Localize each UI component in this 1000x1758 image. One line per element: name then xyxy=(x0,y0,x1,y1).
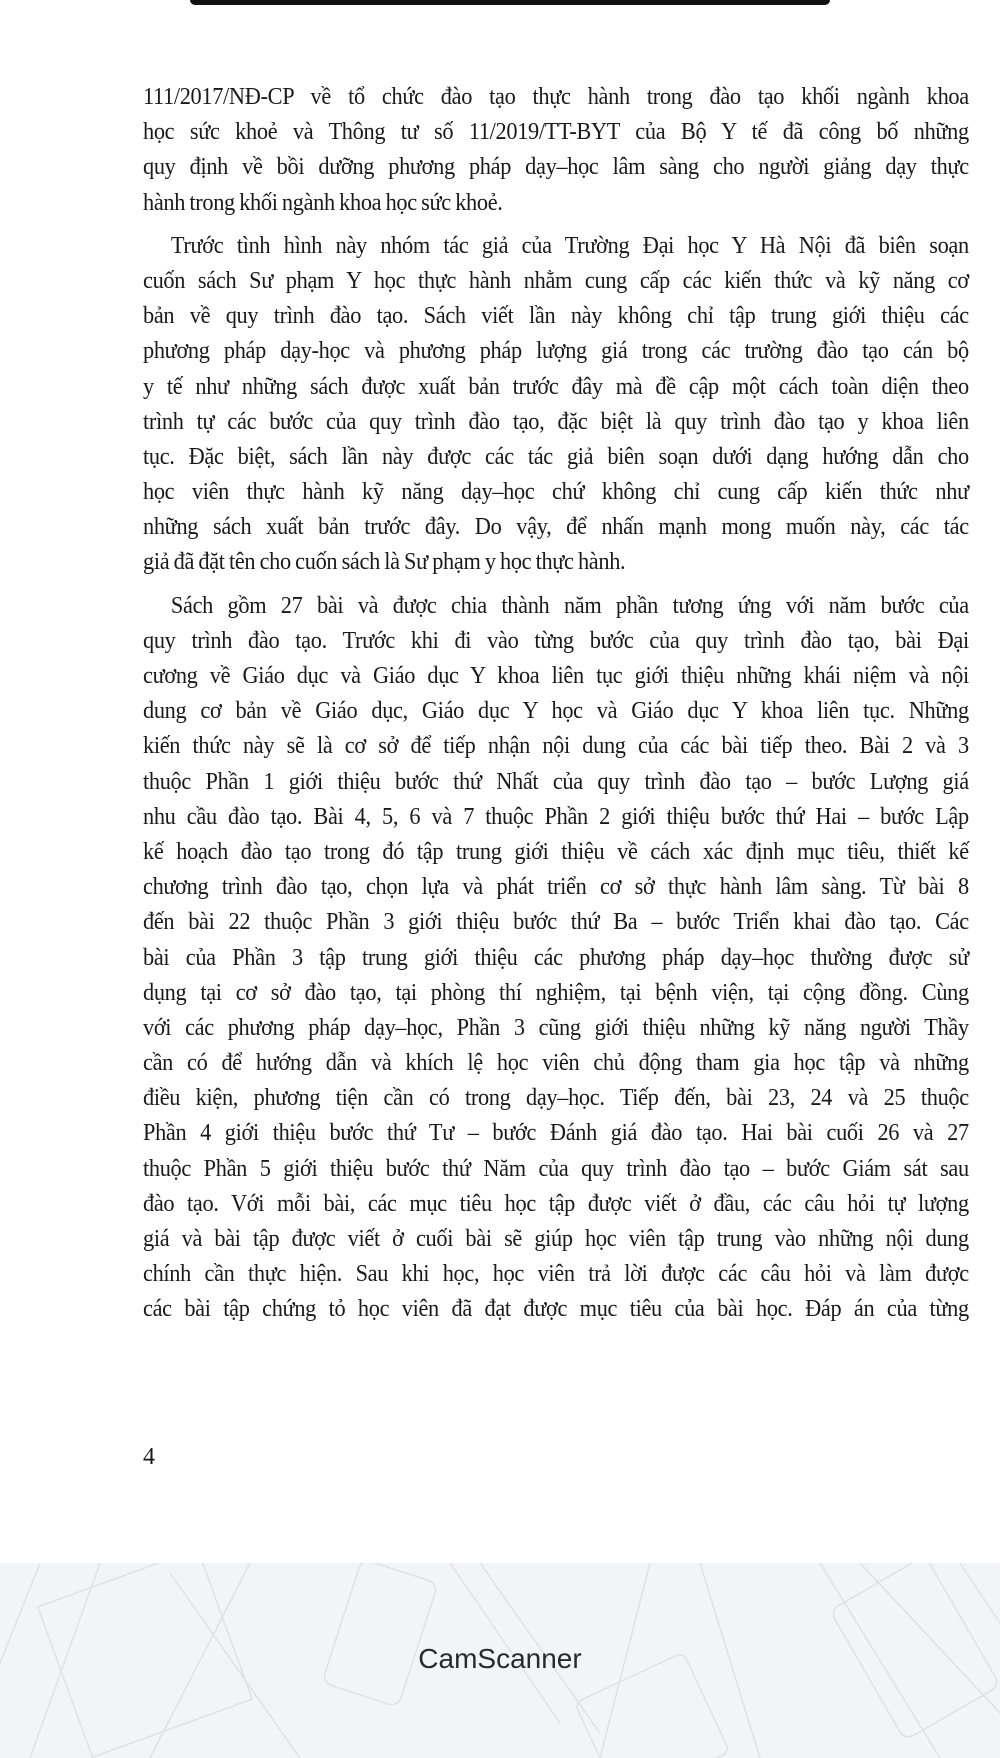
text-line: hành trong khối ngành khoa học sức khoẻ. xyxy=(143,189,503,216)
camscanner-logo-text: CamScanner xyxy=(418,1643,582,1674)
text-line: học viên thực hành kỹ năng dạy–học chứ không chỉ cung cấp kiến thức như xyxy=(143,479,969,506)
text-line: bản về quy trình đào tạo. Sách viết lần này không chỉ tập trung giới thiệu các xyxy=(143,303,969,330)
text-line: điều kiện, phương tiện cần có trong dạy–học. Tiếp đến, bài 23, 24 và 25 thuộc xyxy=(143,1085,969,1112)
paragraph xyxy=(143,229,969,581)
text-line: 111/2017/NĐ-CP về tổ chức đào tạo thực hành trong đào tạo khối ngành khoa xyxy=(143,84,969,110)
text-line: dụng tại cơ sở đào tạo, tại phòng thí nghiệm, tại bệnh viện, tại cộng đồng. Cùng xyxy=(143,979,969,1006)
text-line: nhu cầu đào tạo. Bài 4, 5, 6 và 7 thuộc Phần 2 giới thiệu bước thứ Hai – bước Lập xyxy=(143,803,969,830)
page-number: 4 xyxy=(143,1444,155,1470)
text-line: Phần 4 giới thiệu bước thứ Tư – bước Đánh giá đào tạo. Hai bài cuối 26 và 27 xyxy=(143,1120,969,1147)
paragraph xyxy=(143,80,969,221)
text-line: dung cơ bản về Giáo dục, Giáo dục Y học và Giáo dục Y khoa liên tục. Những xyxy=(143,698,969,725)
text-line: cương về Giáo dục và Giáo dục Y khoa liên tục giới thiệu những khái niệm và nội xyxy=(143,663,969,689)
text-line: học sức khoẻ và Thông tư số 11/2019/TT-BYT của Bộ Y tế đã công bố những xyxy=(143,119,969,146)
scan-top-edge xyxy=(190,0,830,5)
text-line: bài của Phần 3 tập trung giới thiệu các phương pháp dạy–học thường được sử xyxy=(143,944,969,971)
text-line: trình tự các bước của quy trình đào tạo, đặc biệt là quy trình đào tạo y khoa liên xyxy=(143,408,969,435)
text-line: đến bài 22 thuộc Phần 3 giới thiệu bước thứ Ba – bước Triển khai đào tạo. Các xyxy=(143,909,969,936)
text-line: quy trình đào tạo. Trước khi đi vào từng bước của quy trình đào tạo, bài Đại xyxy=(143,627,969,654)
text-line: Sách gồm 27 bài và được chia thành năm phần tương ứng với năm bước của xyxy=(170,592,969,619)
text-line: cuốn sách Sư phạm Y học thực hành nhằm cung cấp các kiến thức và kỹ năng cơ xyxy=(143,267,969,294)
text-line: giả đã đặt tên cho cuốn sách là Sư phạm y học thực hành. xyxy=(143,549,626,576)
text-line: cần có để hướng dẫn và khích lệ học viên chủ động tham gia học tập và những xyxy=(143,1050,969,1077)
text-line: chương trình đào tạo, chọn lựa và phát triển cơ sở thực hành lâm sàng. Từ bài 8 xyxy=(143,874,969,901)
text-line: các bài tập chứng tỏ học viên đã đạt được mục tiêu của bài học. Đáp án của từng xyxy=(143,1296,969,1323)
text-line: kế hoạch đào tạo trong đó tập trung giới thiệu về cách xác định mục tiêu, thiết kế xyxy=(143,838,969,865)
text-line: thuộc Phần 1 giới thiệu bước thứ Nhất của quy trình đào tạo – bước Lượng giá xyxy=(143,768,969,795)
text-line: những sách xuất bản trước đây. Do vậy, để nhấn mạnh mong muốn này, các tác xyxy=(143,514,969,541)
text-line: thuộc Phần 5 giới thiệu bước thứ Năm của quy trình đào tạo – bước Giám sát sau xyxy=(143,1155,969,1182)
text-line: y tế như những sách được xuất bản trước đây mà đề cập một cách toàn diện theo xyxy=(143,373,969,400)
text-line: đào tạo. Với mỗi bài, các mục tiêu học tập được viết ở đầu, các câu hỏi tự lượng xyxy=(143,1190,969,1217)
text-line: kiến thức này sẽ là cơ sở để tiếp nhận nội dung của các bài tiếp theo. Bài 2 và 3 xyxy=(143,733,969,760)
text-line: tục. Đặc biệt, sách lần này được các tác giả biên soạn dưới dạng hướng dẫn cho xyxy=(143,443,969,470)
text-line: quy định về bồi dưỡng phương pháp dạy–học lâm sàng cho người giảng dạy thực xyxy=(143,154,969,181)
text-line: Trước tình hình này nhóm tác giả của Trường Đại học Y Hà Nội đã biên soạn xyxy=(170,232,969,259)
text-line: giá và bài tập được viết ở cuối bài sẽ giúp học viên tập trung vào những nội dung xyxy=(143,1226,969,1252)
document-page xyxy=(143,80,969,1336)
paragraph xyxy=(143,589,969,1328)
text-line: phương pháp dạy-học và phương pháp lượng giá trong các trường đào tạo cán bộ xyxy=(143,338,969,365)
text-line: với các phương pháp dạy–học, Phần 3 cũng giới thiệu những kỹ năng người Thầy xyxy=(143,1014,969,1041)
text-line: chính cần thực hiện. Sau khi học, học viên trả lời được các câu hỏi và làm được xyxy=(143,1261,969,1288)
